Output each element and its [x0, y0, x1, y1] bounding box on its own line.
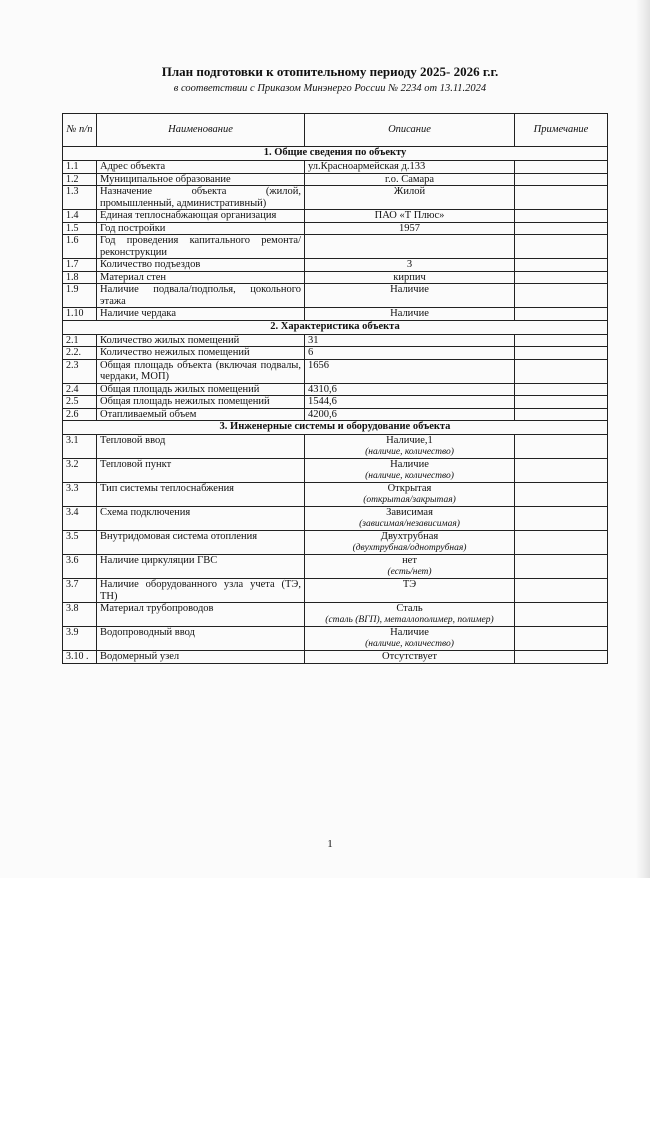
section-header-row — [63, 320, 608, 334]
description-value: ПАО «Т Плюс» — [374, 210, 445, 221]
description-value: Открытая — [387, 483, 432, 494]
table-row — [63, 347, 608, 360]
row-note — [515, 459, 608, 483]
row-note — [515, 603, 608, 627]
row-number: 2.1 — [63, 334, 97, 347]
row-description — [305, 408, 515, 421]
description-value: Наличие — [390, 627, 429, 638]
row-note — [515, 435, 608, 459]
row-name: Адрес объекта — [97, 161, 305, 174]
row-description — [305, 161, 515, 174]
section-title: 3. Инженерные системы и оборудование объекта — [63, 421, 608, 435]
row-name: Количество жилых помещений — [97, 334, 305, 347]
table-row — [63, 235, 608, 259]
table-row — [63, 271, 608, 284]
table-row — [63, 186, 608, 210]
row-note — [515, 259, 608, 272]
row-note — [515, 483, 608, 507]
row-number: 2.4 — [63, 383, 97, 396]
description-value: нет — [402, 555, 417, 566]
table-row — [63, 627, 608, 651]
description-hint: (открытая/закрытая) — [363, 494, 456, 505]
row-description — [305, 173, 515, 186]
description-hint: (двухтрубная/однотрубная) — [352, 542, 467, 553]
row-name: Водомерный узел — [97, 651, 305, 664]
table-row — [63, 334, 608, 347]
row-name: Наличие циркуляции ГВС — [97, 555, 305, 579]
row-name: Муниципальное образование — [97, 173, 305, 186]
row-name: Назначение объекта (жилой, промышленный, административный) — [97, 186, 305, 210]
description-value: Жилой — [393, 186, 426, 197]
row-number: 1.7 — [63, 259, 97, 272]
table-row — [63, 284, 608, 308]
row-number: 3.5 — [63, 531, 97, 555]
description-value: 6 — [308, 347, 314, 358]
description-value: г.о. Самара — [384, 173, 435, 185]
description-value: 1656 — [308, 359, 329, 371]
row-number: 3.10 . — [63, 651, 97, 664]
row-number: 3.2 — [63, 459, 97, 483]
row-description — [305, 210, 515, 223]
row-description — [305, 186, 515, 210]
table-row — [63, 408, 608, 421]
row-description — [305, 359, 515, 383]
row-name: Водопроводный ввод — [97, 627, 305, 651]
row-name: Количество подъездов — [97, 259, 305, 272]
description-value: Наличие — [390, 308, 429, 319]
description-value: 4310,6 — [308, 383, 337, 395]
row-number: 1.3 — [63, 186, 97, 210]
description-value: 3 — [406, 259, 413, 270]
row-description — [305, 271, 515, 284]
row-number: 1.2 — [63, 173, 97, 186]
header-num: № п/п — [63, 114, 97, 147]
section-header-row — [63, 421, 608, 435]
row-note — [515, 507, 608, 531]
description-value: Наличие,1 — [386, 435, 433, 446]
row-description — [305, 627, 515, 651]
description-hint: (наличие, количество) — [365, 446, 454, 457]
table-row — [63, 651, 608, 664]
row-note — [515, 531, 608, 555]
row-description — [305, 435, 515, 459]
table-row — [63, 483, 608, 507]
row-number: 1.8 — [63, 271, 97, 284]
table-row — [63, 259, 608, 272]
description-hint: (сталь (ВГП), металлополимер, полимер) — [325, 614, 494, 625]
row-note — [515, 173, 608, 186]
row-number: 1.10 — [63, 308, 97, 321]
row-name: Внутридомовая система отопления — [97, 531, 305, 555]
row-description — [305, 347, 515, 360]
row-number: 1.4 — [63, 210, 97, 223]
table-row — [63, 603, 608, 627]
row-description — [305, 507, 515, 531]
section-title: 1. Общие сведения по объекту — [63, 147, 608, 161]
description-value: ул.Красноармейская д.133 — [308, 161, 426, 172]
section-title: 2. Характеристика объекта — [63, 320, 608, 334]
page-number: 1 — [327, 838, 333, 850]
row-note — [515, 555, 608, 579]
table-row — [63, 435, 608, 459]
row-description — [305, 334, 515, 347]
row-number: 2.2. — [63, 347, 97, 360]
table-row — [63, 161, 608, 174]
row-number: 1.9 — [63, 284, 97, 308]
row-name: Год постройки — [97, 222, 305, 235]
row-description — [305, 651, 515, 664]
row-description — [305, 284, 515, 308]
row-name: Наличие оборудованного узла учета (ТЭ, ТН) — [97, 579, 305, 603]
row-number: 1.6 — [63, 235, 97, 259]
table-row — [63, 555, 608, 579]
description-value: 1544,6 — [308, 396, 337, 407]
description-hint: (есть/нет) — [387, 566, 432, 577]
row-number: 3.9 — [63, 627, 97, 651]
row-name: Наличие подвала/подполья, цокольного этажа — [97, 284, 305, 308]
table-row — [63, 507, 608, 531]
row-note — [515, 235, 608, 259]
description-hint: (зависимая/независимая) — [359, 518, 460, 529]
row-description — [305, 383, 515, 396]
description-value: 31 — [308, 334, 319, 346]
row-note — [515, 161, 608, 174]
description-hint: (наличие, количество) — [365, 638, 454, 649]
row-description — [305, 396, 515, 409]
page-edge-shadow — [636, 0, 650, 878]
description-value: кирпич — [393, 271, 426, 283]
table-row — [63, 359, 608, 383]
row-number: 3.8 — [63, 603, 97, 627]
table-row — [63, 396, 608, 409]
row-note — [515, 579, 608, 603]
document-title: План подготовки к отопительному периоду 2025- 2026 г.г. — [161, 64, 499, 79]
table-row — [63, 308, 608, 321]
row-description — [305, 235, 515, 259]
row-name: Наличие чердака — [97, 308, 305, 321]
row-number: 3.3 — [63, 483, 97, 507]
table-header-row — [63, 114, 608, 147]
row-name: Общая площадь жилых помещений — [97, 383, 305, 396]
description-value: Зависимая — [386, 507, 433, 518]
description-value: 1957 — [399, 222, 420, 234]
row-name: Материал стен — [97, 271, 305, 284]
row-description — [305, 555, 515, 579]
table-row — [63, 173, 608, 186]
document-subtitle: в соответствии с Приказом Минэнерго России № 2234 от 13.11.2024 — [173, 83, 487, 94]
row-number: 1.1 — [63, 161, 97, 174]
header-name: Наименование — [97, 114, 305, 147]
row-number: 1.5 — [63, 222, 97, 235]
row-description — [305, 259, 515, 272]
row-note — [515, 334, 608, 347]
table-row — [63, 222, 608, 235]
header-desc: Описание — [305, 114, 515, 147]
row-note — [515, 186, 608, 210]
row-number: 2.3 — [63, 359, 97, 383]
description-value: Отсутствует — [382, 651, 437, 662]
row-number: 3.4 — [63, 507, 97, 531]
row-note — [515, 284, 608, 308]
table-row — [63, 459, 608, 483]
row-note — [515, 347, 608, 360]
row-number: 2.6 — [63, 408, 97, 421]
row-name: Год проведения капитального ремонта/реконструкции — [97, 235, 305, 259]
row-description — [305, 308, 515, 321]
row-note — [515, 359, 608, 383]
row-note — [515, 210, 608, 223]
row-note — [515, 408, 608, 421]
row-note — [515, 222, 608, 235]
description-value: Наличие — [390, 284, 429, 295]
row-name: Отапливаемый объем — [97, 408, 305, 421]
description-value: Наличие — [390, 459, 429, 470]
description-value: Двухтрубная — [380, 531, 439, 542]
row-note — [515, 271, 608, 284]
row-name: Тепловой ввод — [97, 435, 305, 459]
header-note: Примечание — [515, 114, 608, 147]
table-row — [63, 210, 608, 223]
row-number: 3.1 — [63, 435, 97, 459]
row-description — [305, 531, 515, 555]
row-note — [515, 383, 608, 396]
description-hint: (наличие, количество) — [365, 470, 454, 481]
row-number: 2.5 — [63, 396, 97, 409]
row-description — [305, 459, 515, 483]
table-row — [63, 579, 608, 603]
description-value: 4200,6 — [308, 408, 337, 420]
row-description — [305, 579, 515, 603]
table-row — [63, 531, 608, 555]
row-name: Схема подключения — [97, 507, 305, 531]
row-name: Общая площадь нежилых помещений — [97, 396, 305, 409]
row-name: Общая площадь объекта (включая подвалы, чердаки, МОП) — [97, 359, 305, 383]
row-description — [305, 603, 515, 627]
row-note — [515, 308, 608, 321]
description-value: ТЭ — [402, 579, 417, 590]
row-name: Тип системы теплоснабжения — [97, 483, 305, 507]
row-note — [515, 627, 608, 651]
description-value: Сталь — [396, 603, 423, 614]
row-description — [305, 483, 515, 507]
row-name: Количество нежилых помещений — [97, 347, 305, 360]
plan-table — [62, 113, 608, 664]
row-note — [515, 651, 608, 664]
row-note — [515, 396, 608, 409]
table-body — [63, 147, 608, 664]
row-name: Материал трубопроводов — [97, 603, 305, 627]
row-name: Единая теплоснабжающая организация — [97, 210, 305, 223]
row-number: 3.7 — [63, 579, 97, 603]
table-row — [63, 383, 608, 396]
row-name: Тепловой пункт — [97, 459, 305, 483]
section-header-row — [63, 147, 608, 161]
row-description — [305, 222, 515, 235]
row-number: 3.6 — [63, 555, 97, 579]
